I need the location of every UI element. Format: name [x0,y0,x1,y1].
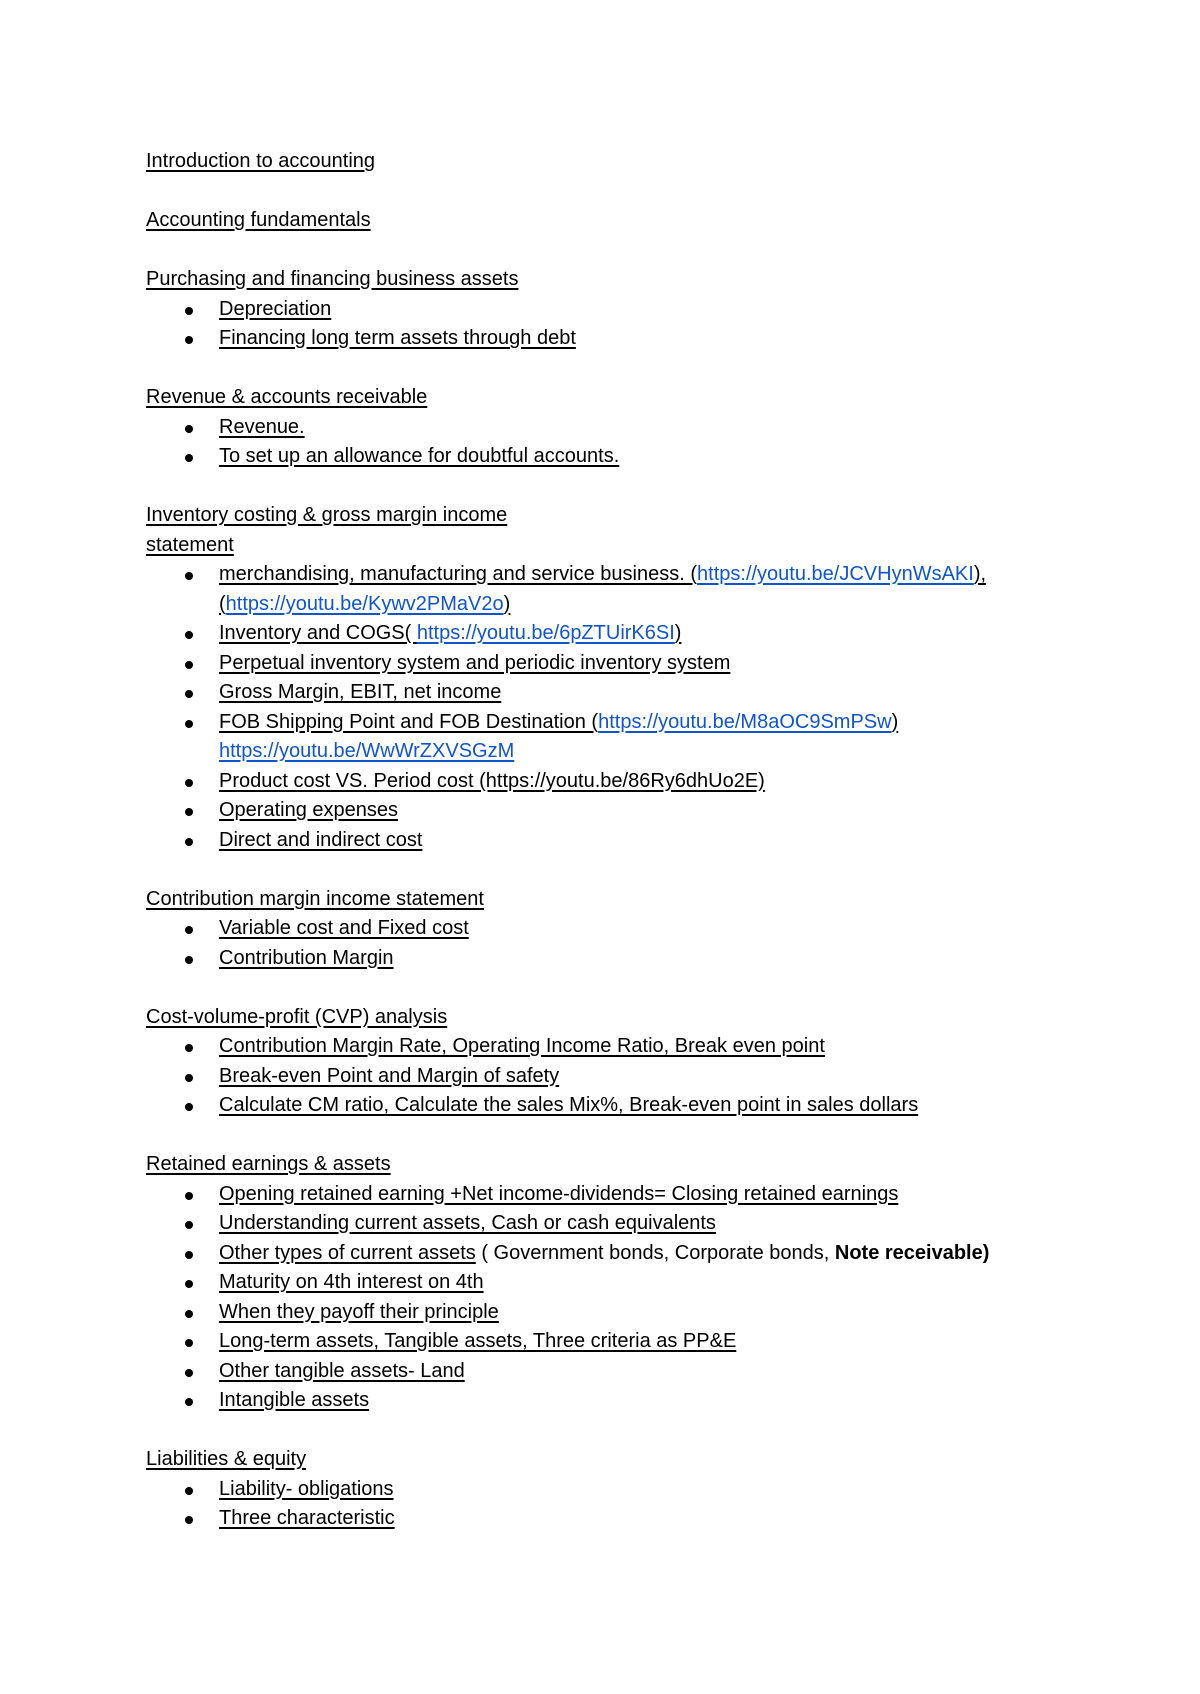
list-item [146,826,1046,856]
list-item [146,619,1046,649]
list-item [146,1239,1046,1269]
bullet-icon [185,1074,193,1082]
bullet-list [146,413,1046,472]
bullet-icon [185,1280,193,1288]
underlined-text[interactable]: Financing long term assets through debt [219,327,576,349]
bullet-icon [185,1516,193,1524]
underlined-text[interactable]: Operating expenses [219,799,399,821]
bullet-icon [185,336,193,344]
section-introduction-to-accounting [146,147,1046,177]
list-item [146,295,1046,325]
section-heading[interactable]: Retained earnings & assets [146,1153,391,1175]
bullet-icon [185,454,193,462]
section-heading[interactable]: Contribution margin income statement [146,887,484,910]
bullet-list [146,1475,1046,1534]
underlined-text[interactable]: Inventory and COGS( [219,622,417,644]
bullet-icon [185,1044,193,1052]
list-item [146,324,1046,354]
bullet-icon [185,425,193,433]
list-item [146,796,1046,826]
list-item [146,1032,1046,1062]
underlined-text[interactable]: Variable cost and Fixed cost [219,917,469,939]
underlined-text[interactable]: Depreciation [219,297,332,320]
list-item [146,1268,1046,1298]
section-heading[interactable]: Liabilities & equity [146,1448,307,1470]
underlined-text[interactable]: ) [503,592,511,615]
list-item [146,1504,1046,1534]
underlined-text[interactable]: Break-even Point and Margin of safety [219,1064,560,1087]
list-item [146,560,1046,619]
underlined-text[interactable]: Contribution Margin Rate, Operating Income Ratio, Break even point [219,1035,825,1057]
bullet-list [146,914,1046,973]
list-item [146,944,1046,974]
section-heading[interactable]: Inventory costing & gross margin income statement [146,504,508,556]
video-link[interactable]: https://youtu.be/Kywv2PMaV2o [225,592,504,615]
underlined-text[interactable]: Long-term assets, Tangible assets, Three criteria as PP&E [219,1330,737,1352]
list-item [146,678,1046,708]
list-item [146,708,1046,767]
underlined-text[interactable]: merchandising, manufacturing and service business. ( [219,563,698,585]
bullet-list [146,560,1046,855]
bullet-icon [185,572,193,580]
underlined-text[interactable]: Other types of current assets [219,1241,476,1264]
underlined-text[interactable]: Direct and indirect cost [219,828,423,851]
bullet-icon [185,661,193,669]
underlined-text[interactable]: FOB Shipping Point and FOB Destination ( [219,710,599,733]
bullet-icon [185,926,193,934]
bullet-list [146,295,1046,354]
section-heading[interactable]: Cost-volume-profit (CVP) analysis [146,1005,448,1028]
section-inventory-costing-gross-margin-income-statement [146,501,1046,855]
bullet-icon [185,307,193,315]
list-item [146,1209,1046,1239]
video-link[interactable]: https://youtu.be/6pZTUirK6SI [416,622,675,644]
underlined-text[interactable]: Liability- obligations [219,1477,394,1500]
underlined-text[interactable]: Contribution Margin [219,946,394,969]
bullet-icon [185,779,193,787]
section-contribution-margin-income-statement [146,885,1046,974]
underlined-text[interactable]: ), ( [219,563,987,615]
section-liabilities-equity [146,1445,1046,1534]
list-item [146,1180,1046,1210]
list-item [146,914,1046,944]
underlined-text[interactable]: Opening retained earning +Net income-dividends= Closing retained earnings [219,1182,899,1205]
bullet-icon [185,1192,193,1200]
list-item [146,649,1046,679]
underlined-text[interactable]: To set up an allowance for doubtful accounts. [219,445,620,467]
list-item [146,767,1046,797]
underlined-text[interactable]: Revenue. [219,415,305,438]
list-item [146,413,1046,443]
bullet-icon [185,1251,193,1259]
plain-text: ( Government bonds, Corporate bonds, [475,1241,835,1264]
section-purchasing-and-financing-business-assets [146,265,1046,354]
bullet-icon [185,1221,193,1229]
underlined-text[interactable]: When they payoff their principle [219,1300,499,1323]
underlined-text[interactable]: Three characteristic [219,1507,395,1529]
section-heading[interactable]: Purchasing and financing business assets [146,268,519,290]
bullet-icon [185,631,193,639]
list-item [146,1298,1046,1328]
bullet-icon [185,1310,193,1318]
document-body [146,147,1046,1563]
underlined-text[interactable]: Perpetual inventory system and periodic inventory system [219,651,731,674]
video-link[interactable]: https://youtu.be/WwWrZXVSGzM [219,740,515,762]
underlined-text[interactable]: Gross Margin, EBIT, net income [219,681,502,703]
bullet-list [146,1180,1046,1416]
list-item [146,1386,1046,1416]
video-link[interactable]: https://youtu.be/M8aOC9SmPSw [598,710,892,733]
bullet-icon [185,1103,193,1111]
bullet-icon [185,1398,193,1406]
bullet-icon [185,720,193,728]
section-accounting-fundamentals [146,206,1046,236]
bullet-list [146,1032,1046,1121]
section-revenue-accounts-receivable [146,383,1046,472]
bullet-icon [185,1369,193,1377]
list-item [146,1091,1046,1121]
underlined-text[interactable]: ) [674,622,682,644]
bullet-icon [185,956,193,964]
section-heading[interactable]: Accounting fundamentals [146,209,371,231]
underlined-text[interactable]: Product cost VS. Period cost (https://youtu.be/86Ry6dhUo2E) [219,769,765,792]
bullet-icon [185,808,193,816]
underlined-text[interactable]: Understanding current assets, Cash or cash equivalents [219,1212,716,1234]
section-heading[interactable]: Revenue & accounts receivable [146,386,428,408]
bullet-icon [185,838,193,846]
bullet-icon [185,690,193,698]
underlined-text[interactable]: ) [891,710,899,733]
list-item [146,442,1046,472]
list-item [146,1327,1046,1357]
bullet-icon [185,1339,193,1347]
list-item [146,1062,1046,1092]
section-retained-earnings-assets [146,1150,1046,1416]
underlined-text[interactable]: Intangible assets [219,1389,370,1411]
section-cost-volume-profit-cvp-analysis [146,1003,1046,1121]
section-heading[interactable]: Introduction to accounting [146,150,376,172]
underlined-text[interactable]: Calculate CM ratio, Calculate the sales Mix%, Break-even point in sales dollars [219,1094,919,1116]
bullet-icon [185,1487,193,1495]
underlined-text[interactable]: Other tangible assets- Land [219,1359,465,1382]
list-item [146,1357,1046,1387]
video-link[interactable]: https://youtu.be/JCVHynWsAKI [697,563,974,585]
bold-text: Note receivable) [834,1241,990,1264]
list-item [146,1475,1046,1505]
underlined-text[interactable]: Maturity on 4th interest on 4th [219,1271,484,1293]
